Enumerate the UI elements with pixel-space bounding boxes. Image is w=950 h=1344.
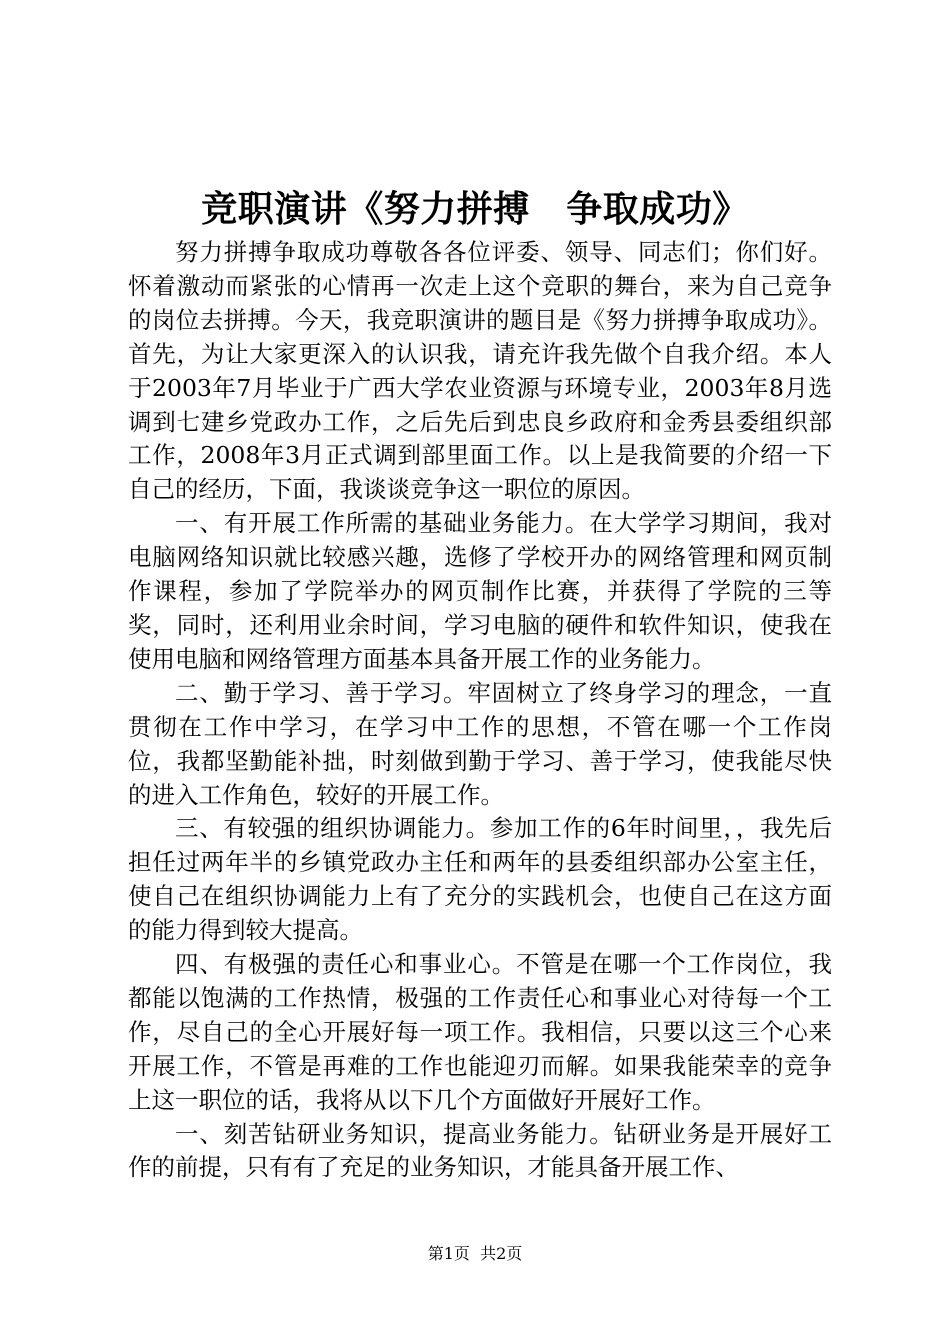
paragraph-reason-2: 二、勤于学习、善于学习。牢固树立了终身学习的理念，一直贯彻在工作中学习，在学习中工作的思想，不管在哪一个工作岗位，我都坚勤能补拙，时刻做到勤于学习、善于学习，使我能尽快的进入工作角色，较好的开展工作。 [128,678,832,809]
paragraph-reason-3: 三、有较强的组织协调能力。参加工作的6年时间里，，我先后担任过两年半的乡镇党政办主任和两年的县委组织部办公室主任，使自己在组织协调能力上有了充分的实践机会，也使自己在这方面的能力得到较大提高。 [128,814,832,945]
document-title: 竞职演讲《努力拼搏 争取成功》 [201,188,749,230]
paragraph-intro: 努力拼搏争取成功尊敬各各位评委、领导、同志们；你们好。怀着激动而紧张的心情再一次走上这个竞职的舞台，来为自己竞争的岗位去拼搏。今天，我竞职演讲的题目是《努力拼搏争取成功》。首先，为让大家更深入的认识我，请充许我先做个自我介绍。本人于2003年7月毕业于广西大学农业资源与环境专业，2003年8月选调到七建乡党政办工作，之后先后到忠良乡政府和金秀县委组织部工作，2008年3月正式调到部里面工作。以上是我简要的介绍一下自己的经历，下面，我谈谈竞争这一职位的原因。 [128,238,832,504]
paragraph-reason-4: 四、有极强的责任心和事业心。不管是在哪一个工作岗位，我都能以饱满的工作热情，极强的工作责任心和事业心对待每一个工作，尽自己的全心开展好每一项工作。我相信，只要以这三个心来开展工作，不管是再难的工作也能迎刃而解。如果我能荣幸的竞争上这一职位的话，我将从以下几个方面做好开展好工作。 [128,950,832,1114]
document-body [128,236,832,1185]
paragraph-reason-1: 一、有开展工作所需的基础业务能力。在大学学习期间，我对电脑网络知识就比较感兴趣，选修了学校开办的网络管理和网页制作课程，参加了学院举办的网页制作比赛，并获得了学院的三等奖，同时，还利用业余时间，学习电脑的硬件和软件知识，使我在使用电脑和网络管理方面基本具备开展工作的业务能力。 [128,509,832,673]
page-footer: 第1页 共2页 [427,1244,523,1263]
paragraph-plan-1: 一、刻苦钻研业务知识，提高业务能力。钻研业务是开展好工作的前提，只有有了充足的业务知识，才能具备开展工作、 [128,1119,832,1182]
